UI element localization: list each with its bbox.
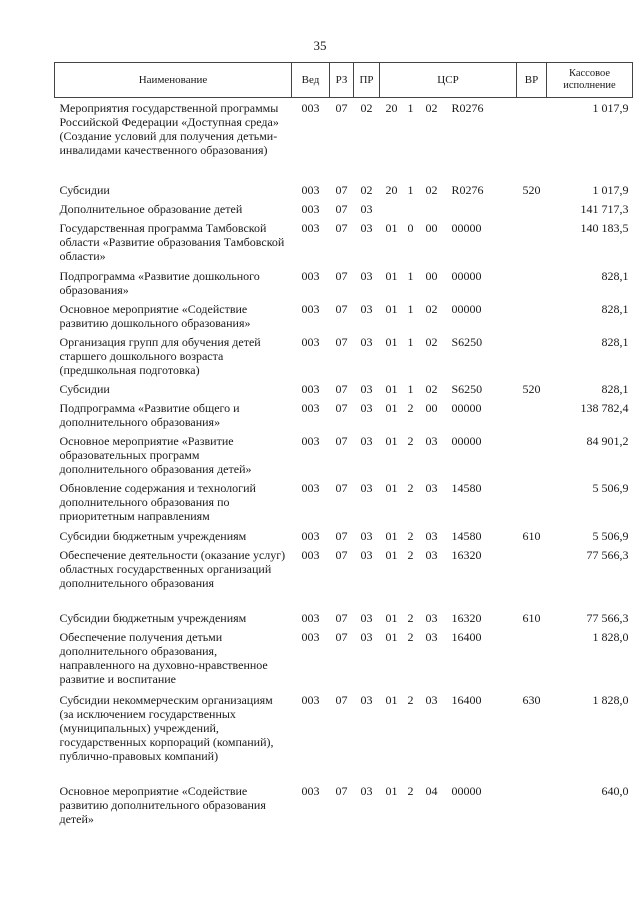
csr-part-3: 02 bbox=[425, 334, 438, 349]
cell-csr bbox=[380, 781, 517, 829]
cell-ved: 003 bbox=[301, 433, 320, 448]
table-row bbox=[55, 781, 633, 829]
cell-ved: 003 bbox=[301, 182, 320, 197]
cell-sum: 1 017,9 bbox=[592, 101, 629, 115]
csr-part-2: 2 bbox=[407, 783, 414, 798]
cell-ved: 003 bbox=[301, 301, 320, 316]
cell-sum: 77 566,3 bbox=[586, 610, 629, 625]
cell-vr bbox=[517, 545, 547, 608]
cell-ved: 003 bbox=[301, 334, 320, 349]
cell-ved: 003 bbox=[301, 268, 320, 283]
cell-pr: 03 bbox=[360, 334, 373, 349]
cell-rz: 07 bbox=[335, 268, 348, 283]
csr-part-4: 00000 bbox=[451, 268, 482, 283]
table-row bbox=[55, 526, 633, 545]
csr-part-2: 1 bbox=[407, 301, 414, 316]
cell-ved: 003 bbox=[301, 400, 320, 415]
csr-part-2: 1 bbox=[407, 268, 414, 283]
cell-ved: 003 bbox=[301, 629, 320, 644]
cell-sum: 1 828,0 bbox=[592, 629, 629, 644]
cell-rz: 07 bbox=[335, 201, 348, 216]
csr-part-1: 01 bbox=[385, 528, 398, 543]
cell-ved: 003 bbox=[301, 101, 320, 115]
cell-vr bbox=[517, 199, 547, 218]
csr-part-2: 2 bbox=[407, 528, 414, 543]
cell-name: Подпрограмма «Развитие общего и дополнительного образования» bbox=[59, 400, 240, 429]
csr-part-3: 03 bbox=[425, 480, 438, 495]
csr-part-1: 01 bbox=[385, 381, 398, 396]
cell-sum: 138 782,4 bbox=[580, 400, 629, 415]
table-row bbox=[55, 218, 633, 266]
table-row bbox=[55, 266, 633, 299]
cell-sum: 828,1 bbox=[601, 334, 629, 349]
csr-part-4: S6250 bbox=[451, 334, 483, 349]
cell-rz: 07 bbox=[335, 610, 348, 625]
csr-part-1: 01 bbox=[385, 433, 398, 448]
cell-csr bbox=[380, 478, 517, 526]
csr-part-4: S6250 bbox=[451, 381, 483, 396]
csr-part-4: R0276 bbox=[451, 182, 484, 197]
csr-part-4: 14580 bbox=[451, 528, 482, 543]
cell-name: Основное мероприятие «Развитие образовательных программ дополнительного образования детей» bbox=[59, 433, 252, 476]
csr-part-3: 03 bbox=[425, 692, 438, 707]
cell-ved: 003 bbox=[301, 220, 320, 235]
cell-vr bbox=[517, 266, 547, 299]
csr-part-2: 2 bbox=[407, 400, 414, 415]
cell-pr: 02 bbox=[360, 182, 373, 197]
cell-sum: 828,1 bbox=[601, 268, 629, 283]
csr-part-1: 01 bbox=[385, 547, 398, 562]
csr-part-4: 16320 bbox=[451, 547, 482, 562]
csr-part-4: 00000 bbox=[451, 783, 482, 798]
cell-vr bbox=[517, 431, 547, 478]
cell-csr bbox=[380, 545, 517, 608]
cell-sum: 141 717,3 bbox=[580, 201, 629, 216]
cell-sum: 5 506,9 bbox=[592, 480, 629, 495]
cell-name: Государственная программа Тамбовской области «Развитие образования Тамбовской области» bbox=[59, 220, 285, 263]
cell-vr bbox=[517, 781, 547, 829]
cell-csr bbox=[380, 431, 517, 478]
cell-pr: 03 bbox=[360, 381, 373, 396]
csr-part-2: 1 bbox=[407, 334, 414, 349]
csr-part-4: 00000 bbox=[451, 433, 482, 448]
csr-part-2: 2 bbox=[407, 480, 414, 495]
table-row bbox=[55, 98, 633, 180]
cell-ved: 003 bbox=[301, 480, 320, 495]
cell-rz: 07 bbox=[335, 528, 348, 543]
cell-pr: 03 bbox=[360, 268, 373, 283]
cell-ved: 003 bbox=[301, 692, 320, 707]
csr-part-2: 2 bbox=[407, 692, 414, 707]
cell-sum: 77 566,3 bbox=[586, 547, 629, 562]
csr-part-3: 03 bbox=[425, 629, 438, 644]
cell-vr bbox=[517, 332, 547, 379]
csr-part-3: 03 bbox=[425, 547, 438, 562]
csr-part-3: 02 bbox=[425, 381, 438, 396]
csr-part-1: 01 bbox=[385, 301, 398, 316]
cell-ved: 003 bbox=[301, 783, 320, 798]
header-vr: ВР bbox=[517, 63, 547, 98]
csr-part-3: 02 bbox=[425, 101, 438, 115]
cell-rz: 07 bbox=[335, 220, 348, 235]
cell-csr bbox=[380, 690, 517, 781]
cell-name: Основное мероприятие «Содействие развитию дошкольного образования» bbox=[59, 301, 251, 330]
cell-vr bbox=[517, 398, 547, 431]
cell-name: Субсидии некоммерческим организациям (за исключением государственных (муниципальных) учреждений, государственных корпораций (компаний), публично-правовых компаний) bbox=[59, 692, 274, 763]
cell-rz: 07 bbox=[335, 381, 348, 396]
cell-rz: 07 bbox=[335, 692, 348, 707]
cell-vr: 610 bbox=[522, 528, 541, 543]
cell-csr bbox=[380, 218, 517, 266]
cell-sum: 140 183,5 bbox=[580, 220, 629, 235]
csr-part-4: 16400 bbox=[451, 629, 482, 644]
cell-pr: 03 bbox=[360, 400, 373, 415]
cell-vr bbox=[517, 98, 547, 180]
csr-part-2: 1 bbox=[407, 182, 414, 197]
table-row bbox=[55, 180, 633, 199]
header-sum: Кассовое исполнение bbox=[547, 63, 633, 98]
cell-sum: 828,1 bbox=[601, 301, 629, 316]
csr-part-4: 16320 bbox=[451, 610, 482, 625]
cell-pr: 03 bbox=[360, 201, 373, 216]
cell-name: Подпрограмма «Развитие дошкольного образования» bbox=[59, 268, 260, 297]
csr-part-4: 14580 bbox=[451, 480, 482, 495]
csr-part-3: 00 bbox=[425, 400, 438, 415]
cell-name: Мероприятия государственной программы Российской Федерации «Доступная среда» (Создание условий для получения детьми-инвалидами качественного образования) bbox=[59, 101, 279, 157]
cell-rz: 07 bbox=[335, 334, 348, 349]
cell-rz: 07 bbox=[335, 783, 348, 798]
cell-pr: 03 bbox=[360, 220, 373, 235]
table-row bbox=[55, 332, 633, 379]
cell-rz: 07 bbox=[335, 400, 348, 415]
cell-csr bbox=[380, 98, 517, 180]
cell-name: Основное мероприятие «Содействие развитию дополнительного образования детей» bbox=[59, 783, 266, 826]
cell-pr: 03 bbox=[360, 610, 373, 625]
cell-name: Обеспечение деятельности (оказание услуг) областных государственных организаций дополнительного образования bbox=[59, 547, 286, 590]
header-name: Наименование bbox=[55, 63, 292, 98]
csr-part-2: 2 bbox=[407, 433, 414, 448]
cell-vr bbox=[517, 627, 547, 690]
cell-vr bbox=[517, 218, 547, 266]
cell-ved: 003 bbox=[301, 610, 320, 625]
cell-sum: 84 901,2 bbox=[586, 433, 629, 448]
table-row bbox=[55, 398, 633, 431]
cell-vr: 630 bbox=[522, 692, 541, 707]
header-csr: ЦСР bbox=[380, 63, 517, 98]
budget-table bbox=[54, 62, 633, 829]
table-row bbox=[55, 478, 633, 526]
page-number: 35 bbox=[313, 38, 327, 53]
cell-pr: 03 bbox=[360, 629, 373, 644]
cell-pr: 03 bbox=[360, 528, 373, 543]
cell-pr: 03 bbox=[360, 433, 373, 448]
cell-csr bbox=[380, 266, 517, 299]
csr-part-4: 00000 bbox=[451, 301, 482, 316]
table-row bbox=[55, 199, 633, 218]
csr-part-2: 1 bbox=[407, 381, 414, 396]
cell-ved: 003 bbox=[301, 201, 320, 216]
cell-name: Субсидии bbox=[59, 182, 110, 197]
cell-vr: 520 bbox=[522, 182, 541, 197]
cell-pr: 03 bbox=[360, 783, 373, 798]
csr-part-1: 01 bbox=[385, 692, 398, 707]
cell-csr bbox=[380, 332, 517, 379]
cell-pr: 03 bbox=[360, 547, 373, 562]
cell-rz: 07 bbox=[335, 101, 348, 115]
csr-part-1: 01 bbox=[385, 610, 398, 625]
csr-part-1: 01 bbox=[385, 220, 398, 235]
csr-part-3: 03 bbox=[425, 528, 438, 543]
header-pr: ПР bbox=[354, 63, 380, 98]
cell-name: Организация групп для обучения детей старшего дошкольного возраста (предшкольная подготовка) bbox=[59, 334, 261, 377]
cell-name: Субсидии бюджетным учреждениям bbox=[59, 610, 247, 625]
table-row bbox=[55, 690, 633, 781]
csr-part-4: 16400 bbox=[451, 692, 482, 707]
header-ved: Вед bbox=[292, 63, 330, 98]
cell-rz: 07 bbox=[335, 480, 348, 495]
table-body bbox=[55, 98, 633, 829]
table-row bbox=[55, 299, 633, 332]
cell-sum: 1 828,0 bbox=[592, 692, 629, 707]
csr-part-2: 2 bbox=[407, 610, 414, 625]
cell-name: Субсидии bbox=[59, 381, 110, 396]
csr-part-1: 20 bbox=[385, 101, 398, 115]
csr-part-4: 00000 bbox=[451, 400, 482, 415]
csr-part-1: 20 bbox=[385, 182, 398, 197]
table-row bbox=[55, 627, 633, 690]
cell-csr bbox=[380, 526, 517, 545]
table-header bbox=[55, 63, 633, 98]
table-row bbox=[55, 608, 633, 627]
cell-ved: 003 bbox=[301, 547, 320, 562]
csr-part-3: 00 bbox=[425, 220, 438, 235]
cell-pr: 03 bbox=[360, 692, 373, 707]
csr-part-1: 01 bbox=[385, 334, 398, 349]
csr-part-3: 04 bbox=[425, 783, 438, 798]
cell-ved: 003 bbox=[301, 381, 320, 396]
cell-rz: 07 bbox=[335, 629, 348, 644]
cell-pr: 02 bbox=[360, 101, 373, 115]
csr-part-4: R0276 bbox=[451, 101, 484, 115]
cell-csr bbox=[380, 299, 517, 332]
cell-sum: 828,1 bbox=[601, 381, 629, 396]
csr-part-3: 02 bbox=[425, 301, 438, 316]
cell-rz: 07 bbox=[335, 547, 348, 562]
csr-part-2: 2 bbox=[407, 629, 414, 644]
cell-name: Дополнительное образование детей bbox=[59, 201, 243, 216]
header-rz: РЗ bbox=[330, 63, 354, 98]
csr-part-1: 01 bbox=[385, 400, 398, 415]
cell-csr bbox=[380, 199, 517, 218]
csr-part-2: 1 bbox=[407, 101, 414, 115]
csr-part-1: 01 bbox=[385, 783, 398, 798]
cell-vr: 520 bbox=[522, 381, 541, 396]
cell-sum: 640,0 bbox=[601, 783, 629, 798]
cell-ved: 003 bbox=[301, 528, 320, 543]
cell-sum: 5 506,9 bbox=[592, 528, 629, 543]
cell-name: Субсидии бюджетным учреждениям bbox=[59, 528, 247, 543]
csr-part-3: 03 bbox=[425, 433, 438, 448]
csr-part-3: 02 bbox=[425, 182, 438, 197]
cell-vr bbox=[517, 299, 547, 332]
table-row bbox=[55, 545, 633, 608]
cell-csr bbox=[380, 180, 517, 199]
csr-part-1: 01 bbox=[385, 268, 398, 283]
table-row bbox=[55, 431, 633, 478]
cell-csr bbox=[380, 398, 517, 431]
cell-vr bbox=[517, 478, 547, 526]
cell-vr: 610 bbox=[522, 610, 541, 625]
csr-part-1: 01 bbox=[385, 629, 398, 644]
cell-rz: 07 bbox=[335, 182, 348, 197]
cell-rz: 07 bbox=[335, 301, 348, 316]
cell-name: Обеспечение получения детьми дополнительного образования, направленного на духовно-нравственное развитие и воспитание bbox=[59, 629, 268, 686]
csr-part-3: 03 bbox=[425, 610, 438, 625]
cell-csr bbox=[380, 379, 517, 398]
cell-rz: 07 bbox=[335, 433, 348, 448]
csr-part-2: 2 bbox=[407, 547, 414, 562]
cell-csr bbox=[380, 627, 517, 690]
cell-sum: 1 017,9 bbox=[592, 182, 629, 197]
cell-pr: 03 bbox=[360, 480, 373, 495]
cell-csr bbox=[380, 608, 517, 627]
csr-part-2: 0 bbox=[407, 220, 414, 235]
table-row bbox=[55, 379, 633, 398]
cell-name: Обновление содержания и технологий дополнительного образования по приоритетным направлениям bbox=[59, 480, 256, 523]
csr-part-1: 01 bbox=[385, 480, 398, 495]
csr-part-4: 00000 bbox=[451, 220, 482, 235]
cell-pr: 03 bbox=[360, 301, 373, 316]
csr-part-3: 00 bbox=[425, 268, 438, 283]
